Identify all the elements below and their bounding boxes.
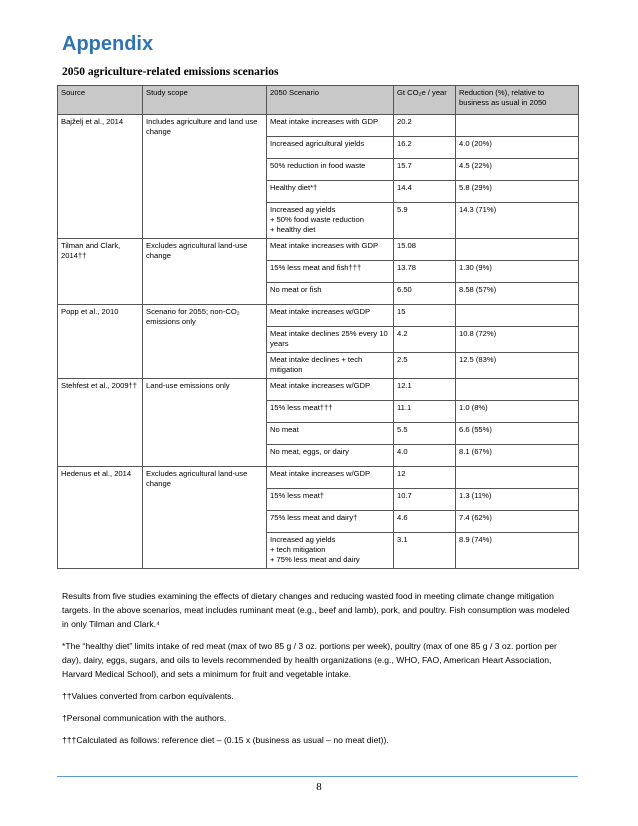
gt-cell: 15.7 [394,159,456,181]
page-number: 8 [316,781,322,793]
gt-cell: 11.1 [394,401,456,423]
table-header-row [58,86,579,115]
scenario-cell [267,445,394,467]
header-study-scope: Study scope [143,86,267,115]
scenario-cell [267,401,394,423]
source-cell: Tilman and Clark, 2014†† [58,239,143,305]
gt-cell: 4.0 [394,445,456,467]
scenario-cell [267,261,394,283]
scenario-cell [267,159,394,181]
gt-cell: 3.1 [394,533,456,569]
scenario-cell [267,203,394,239]
scenario-line: Healthy diet*† [270,183,318,192]
scenario-line: Meat intake increases with GDP [270,241,379,250]
source-cell: Hedenus et al., 2014 [58,467,143,569]
gt-cell: 13.78 [394,261,456,283]
header-gt-co2e: Gt CO₂e / year [394,86,456,115]
gt-cell: 4.6 [394,511,456,533]
scenario-cell [267,115,394,137]
reduction-cell: 6.6 (55%) [456,423,579,445]
scenario-cell [267,239,394,261]
reduction-cell: 10.8 (72%) [456,327,579,353]
scenario-line: + 75% less meat and dairy [270,555,360,564]
gt-cell: 5.5 [394,423,456,445]
scenario-cell [267,181,394,203]
gt-cell: 16.2 [394,137,456,159]
page-title: Appendix [62,33,154,55]
gt-cell: 15 [394,305,456,327]
scenario-line: No meat or fish [270,285,322,294]
scenario-cell [267,489,394,511]
scenario-line: 50% reduction in food waste [270,161,366,170]
footer-rule [57,776,578,777]
gt-cell: 2.5 [394,353,456,379]
study-scope-cell: Excludes agricultural land-use change [143,239,267,305]
scenario-line: 15% less meat† [270,491,325,500]
reduction-cell: 14.3 (71%) [456,203,579,239]
note-paragraph: *The “healthy diet” limits intake of red meat (max of two 85 g / 3 oz. portions per week), poultry (max of one 85 g / 3 oz. portion per day), dairy, eggs, sugars, and oils to levels recommended by health organizations (e.g., WHO, FAO, American Heart Association, Harvard Medical School), and sets a minimum for fruit and vegetable intake. [62,641,557,679]
gt-cell: 15.08 [394,239,456,261]
scenario-line: Meat intake increases w/GDP [270,307,371,316]
scenario-line: Increased agricultural yields [270,139,365,148]
study-scope-cell: Scenario for 2055; non-CO₂ emissions only [143,305,267,379]
table-row [58,115,579,137]
note-paragraph: †††Calculated as follows: reference diet – (0.15 x (business as usual – no meat diet)). [62,735,389,745]
gt-cell: 6.50 [394,283,456,305]
scenario-line: 15% less meat and fish††† [270,263,362,272]
reduction-cell: 8.1 (67%) [456,445,579,467]
reduction-cell [456,239,579,261]
scenario-cell [267,327,394,353]
reduction-cell [456,467,579,489]
scenario-cell [267,283,394,305]
gt-cell: 4.2 [394,327,456,353]
scenario-cell [267,423,394,445]
reduction-cell: 7.4 (62%) [456,511,579,533]
scenario-cell [267,137,394,159]
reduction-cell [456,115,579,137]
gt-cell: 5.9 [394,203,456,239]
scenario-line: No meat, eggs, or dairy [270,447,349,456]
scenario-cell [267,353,394,379]
source-cell: Popp et al., 2010 [58,305,143,379]
scenario-line: + tech mitigation [270,545,326,554]
scenario-line: Meat intake increases w/GDP [270,469,371,478]
study-scope-cell: Land-use emissions only [143,379,267,467]
reduction-cell: 5.8 (29%) [456,181,579,203]
gt-cell: 12.1 [394,379,456,401]
notes-section [62,589,578,755]
header-scenario: 2050 Scenario [267,86,394,115]
table-row [58,305,579,327]
reduction-cell: 1.30 (9%) [456,261,579,283]
scenario-line: Meat intake increases w/GDP [270,381,371,390]
table-row [58,467,579,489]
scenario-line: 75% less meat and dairy† [270,513,358,522]
scenario-cell [267,379,394,401]
study-scope-cell: Excludes agricultural land-use change [143,467,267,569]
gt-cell: 10.7 [394,489,456,511]
reduction-cell [456,379,579,401]
scenario-line: Increased ag yields [270,535,336,544]
source-cell: Bajželj et al., 2014 [58,115,143,239]
scenario-cell [267,533,394,569]
scenario-cell [267,467,394,489]
scenario-cell [267,511,394,533]
header-reduction: Reduction (%), relative to business as usual in 2050 [456,86,579,115]
table-row [58,239,579,261]
scenario-line: Meat intake increases with GDP [270,117,379,126]
scenario-line: Meat intake declines 25% every 10 years [270,329,388,348]
scenario-line: No meat [270,425,299,434]
source-cell: Stehfest et al., 2009†† [58,379,143,467]
reduction-cell: 8.58 (57%) [456,283,579,305]
note-paragraph: †Personal communication with the authors. [62,713,227,723]
scenario-line: Meat intake declines + tech mitigation [270,355,363,374]
reduction-cell [456,305,579,327]
gt-cell: 20.2 [394,115,456,137]
reduction-cell: 1.3 (11%) [456,489,579,511]
scenario-line: Increased ag yields [270,205,336,214]
reduction-cell: 8.9 (74%) [456,533,579,569]
study-scope-cell: Includes agriculture and land use change [143,115,267,239]
gt-cell: 14.4 [394,181,456,203]
table-body [58,115,579,569]
reduction-cell: 4.0 (20%) [456,137,579,159]
reduction-cell: 4.5 (22%) [456,159,579,181]
reduction-cell: 12.5 (83%) [456,353,579,379]
table-row [58,379,579,401]
reduction-cell: 1.0 (8%) [456,401,579,423]
scenario-line: 15% less meat††† [270,403,333,412]
note-paragraph: ††Values converted from carbon equivalents. [62,691,234,701]
scenario-cell [267,305,394,327]
table-subtitle: 2050 agriculture-related emissions scenarios [62,66,279,78]
header-source: Source [58,86,143,115]
scenario-line: + 50% food waste reduction [270,215,364,224]
note-paragraph: Results from five studies examining the effects of dietary changes and reducing wasted food in meeting climate change mitigation targets. In the above scenarios, meat includes ruminant meat (e.g., beef and lamb), pork, and poultry. Fish consumption was modeled in only Tilman and Clark.⁴ [62,591,570,629]
gt-cell: 12 [394,467,456,489]
scenario-line: + healthy diet [270,225,316,234]
emissions-table [57,85,579,569]
